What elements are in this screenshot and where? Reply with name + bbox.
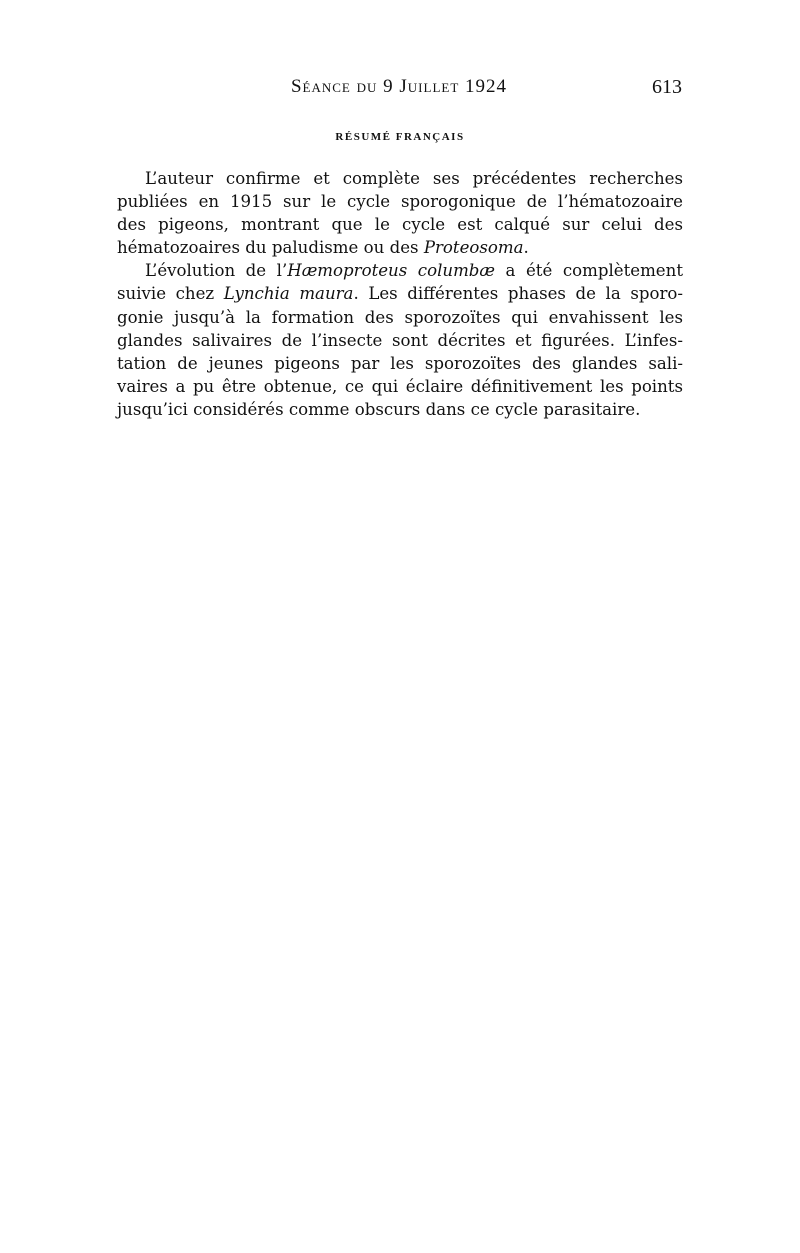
italic-term: Lynchia maura xyxy=(223,284,354,304)
text-line: des pigeons, montrant que le cycle est calqué sur celui des xyxy=(117,215,683,235)
text-line: vaires a pu être obtenue, ce qui éclaire définitivement les points xyxy=(117,376,683,396)
page-number: 613 xyxy=(652,76,682,98)
text-run: . xyxy=(523,238,529,258)
running-head-title: Séance du 9 Juillet 1924 xyxy=(290,76,508,97)
running-head xyxy=(116,76,682,100)
text-run: hématozoaires du paludisme ou des xyxy=(117,238,424,258)
text-line: publiées en 1915 sur le cycle sporogonique de l’hématozoaire xyxy=(117,192,683,212)
text-line: L’auteur confirme et complète ses précédentes recherches xyxy=(145,169,683,188)
section-heading: RÉSUMÉ FRANÇAIS xyxy=(335,131,465,143)
italic-term: Hæmoproteus columbæ xyxy=(287,261,496,281)
text-run: . Les différentes phases de la sporo- xyxy=(353,284,683,304)
text-line xyxy=(117,259,683,282)
text-line xyxy=(117,236,683,259)
text-run: L’évolution de l’ xyxy=(145,261,288,281)
text-line xyxy=(117,282,683,305)
paragraph-2 xyxy=(117,259,683,421)
text-line: jusqu’ici considérés comme obscurs dans ce cycle parasitaire. xyxy=(117,399,641,419)
text-run: a été complètement xyxy=(495,261,683,281)
paragraph-1 xyxy=(117,167,683,259)
text-line: glandes salivaires de l’insecte sont décrites et figurées. L’infes- xyxy=(117,330,683,350)
italic-term: Proteosoma xyxy=(423,238,524,258)
text-line: tation de jeunes pigeons par les sporozoïtes des glandes sali- xyxy=(117,353,683,373)
text-line: gonie jusqu’à la formation des sporozoïtes qui envahissent les xyxy=(117,307,683,327)
summary-body xyxy=(117,167,683,421)
text-run: suivie chez xyxy=(117,284,224,304)
